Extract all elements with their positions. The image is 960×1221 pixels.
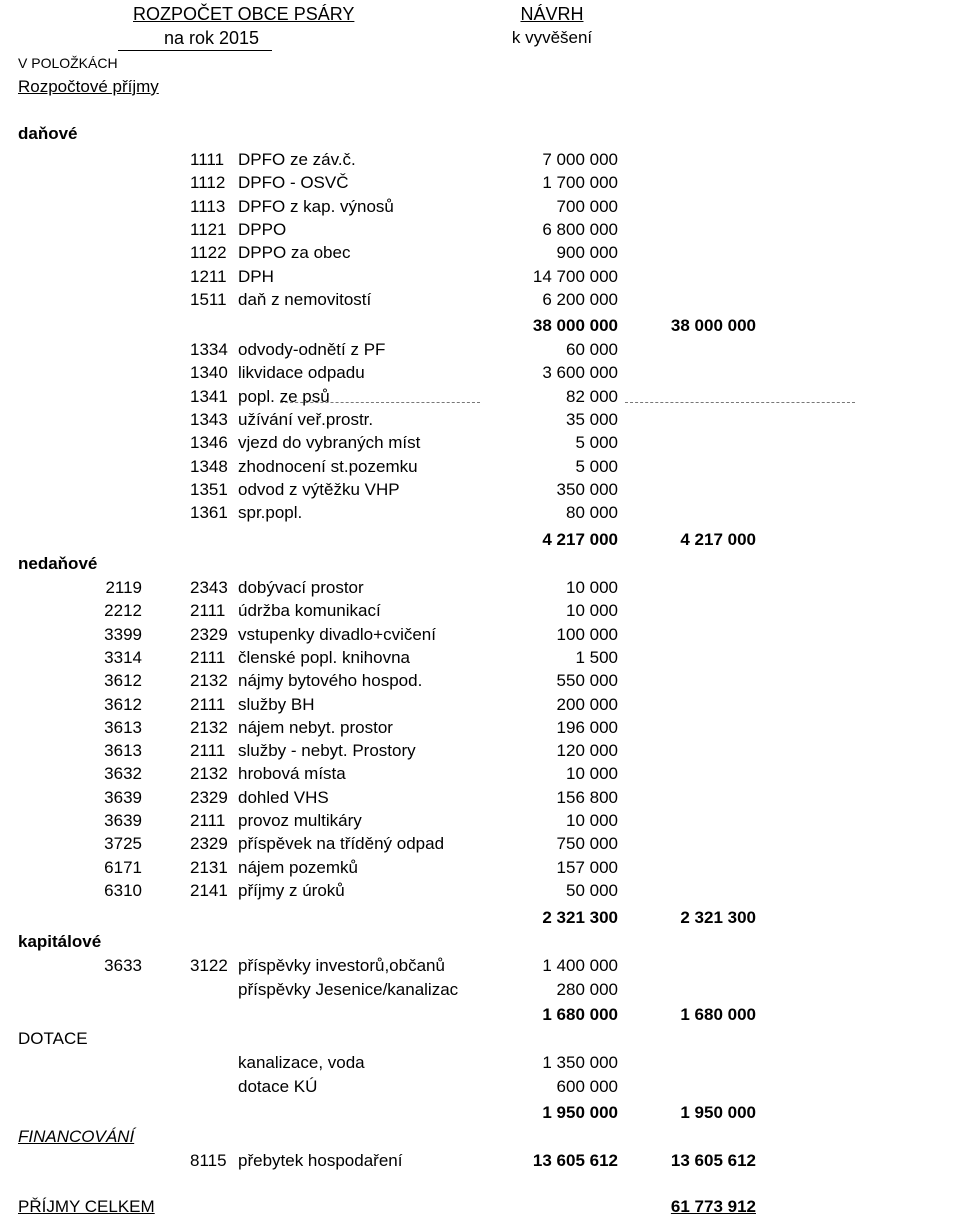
item-name: příspěvky investorů,občanů: [238, 956, 445, 975]
paragraph-code: 6310: [104, 880, 142, 900]
grand-total-label: PŘÍJMY CELKEM: [18, 1197, 155, 1216]
item-code: 1122: [190, 243, 227, 263]
by-items-label: V POLOŽKÁCH: [18, 55, 118, 71]
scan-dashed-line-right: [625, 402, 855, 403]
grant-subtotal-total: 1 950 000: [680, 1103, 756, 1122]
posting-label: k vyvěšení: [511, 28, 593, 47]
item-code: 2111: [190, 601, 226, 621]
paragraph-code: 3612: [104, 694, 142, 714]
paragraph-code: 3639: [104, 787, 142, 807]
capital-subtotal-amount: 1 680 000: [542, 1005, 618, 1024]
item-amount: 14 700 000: [532, 266, 618, 286]
item-name: provoz multikáry: [238, 811, 362, 830]
item-code: 1361: [190, 503, 228, 523]
paragraph-code: 3632: [104, 764, 142, 784]
item-code: 1340: [190, 363, 228, 383]
item-name: hrobová místa: [238, 764, 346, 784]
grand-total-amount: 61 773 912: [670, 1197, 756, 1216]
section-tax: daňové: [18, 124, 78, 143]
item-amount: 7 000 000: [542, 150, 618, 169]
tax-subtotal-amount: 38 000 000: [532, 316, 618, 335]
paragraph-code: 3725: [104, 834, 142, 854]
item-name: popl. ze psů: [238, 386, 330, 406]
item-code: 2329: [190, 624, 228, 644]
item-amount: 10 000: [566, 764, 618, 784]
item-code: 1334: [190, 340, 228, 359]
item-code: 2343: [190, 578, 228, 597]
item-amount: 5 000: [575, 433, 618, 453]
item-name: DPFO z kap. výnosů: [238, 196, 394, 216]
paragraph-code: 3612: [104, 671, 142, 691]
item-name: dotace KÚ: [238, 1077, 318, 1096]
financing-item-code: 8115: [190, 1151, 227, 1170]
item-amount: 120 000: [556, 741, 618, 761]
document-title: ROZPOČET OBCE PSÁRY: [133, 4, 355, 24]
item-code: 1113: [190, 196, 226, 216]
item-code: 1211: [190, 266, 227, 286]
item-amount: 100 000: [556, 624, 618, 644]
item-amount: 600 000: [556, 1077, 618, 1096]
item-code: 2141: [190, 880, 228, 900]
nontax-subtotal-total: 2 321 300: [680, 908, 756, 927]
item-amount: 280 000: [556, 980, 618, 999]
item-code: 1341: [190, 386, 228, 406]
item-name: nájem pozemků: [238, 857, 359, 877]
item-code: 3122: [190, 956, 228, 975]
draft-label: NÁVRH: [520, 4, 584, 24]
item-amount: 1 700 000: [542, 173, 618, 193]
item-amount: 6 200 000: [542, 289, 618, 309]
item-amount: 550 000: [556, 671, 618, 691]
section-grants: DOTACE: [18, 1029, 88, 1048]
item-code: 1121: [190, 219, 227, 239]
item-amount: 1 400 000: [542, 956, 618, 975]
item-amount: 157 000: [556, 857, 618, 877]
item-name: daň z nemovitostí: [238, 289, 372, 309]
paragraph-code: 3633: [104, 956, 142, 975]
item-amount: 82 000: [566, 386, 618, 406]
item-name: vstupenky divadlo+cvičení: [238, 624, 436, 644]
item-name: DPPO: [238, 219, 287, 239]
item-code: 2132: [190, 717, 228, 737]
item-code: 1351: [190, 479, 228, 499]
item-amount: 35 000: [566, 409, 618, 429]
paragraph-code: 3399: [104, 624, 142, 644]
item-name: příspěvky Jesenice/kanalizac: [238, 980, 459, 999]
budget-year: na rok 2015: [164, 28, 260, 48]
capital-subtotal-total: 1 680 000: [680, 1005, 756, 1024]
item-amount: 900 000: [556, 243, 618, 263]
item-name: nájmy bytového hospod.: [238, 671, 423, 691]
item-name: služby BH: [238, 694, 315, 714]
paragraph-code: 3613: [104, 741, 142, 761]
item-amount: 10 000: [566, 578, 618, 597]
item-amount: 750 000: [556, 834, 618, 854]
item-amount: 350 000: [556, 479, 618, 499]
financing-total: 13 605 612: [670, 1151, 756, 1170]
budget-income-heading: Rozpočtové příjmy: [18, 77, 159, 96]
tax-subtotal-total: 38 000 000: [670, 316, 756, 335]
financing-item-name: přebytek hospodaření: [238, 1151, 403, 1170]
item-amount: 10 000: [566, 811, 618, 830]
item-code: 2329: [190, 787, 228, 807]
item-code: 1111: [190, 150, 225, 169]
section-financing: FINANCOVÁNÍ: [18, 1127, 135, 1146]
title-underline: [118, 50, 272, 51]
item-code: 1112: [190, 173, 226, 193]
fee-subtotal-total: 4 217 000: [680, 530, 756, 549]
item-amount: 3 600 000: [542, 363, 618, 383]
section-nontax: nedaňové: [18, 554, 98, 573]
paragraph-code: 2119: [105, 578, 142, 597]
item-amount: 6 800 000: [542, 219, 618, 239]
item-code: 2111: [190, 741, 226, 761]
item-name: odvod z výtěžku VHP: [238, 479, 400, 499]
grant-subtotal-amount: 1 950 000: [542, 1103, 618, 1122]
item-amount: 200 000: [556, 694, 618, 714]
item-name: nájem nebyt. prostor: [238, 717, 393, 737]
paragraph-code: 3314: [104, 647, 142, 667]
item-name: DPFO ze záv.č.: [238, 150, 356, 169]
item-name: spr.popl.: [238, 503, 303, 523]
section-capital: kapitálové: [18, 932, 102, 951]
item-amount: 196 000: [556, 717, 618, 737]
item-code: 2111: [190, 694, 226, 714]
item-code: 2131: [190, 857, 228, 877]
item-name: zhodnocení st.pozemku: [238, 456, 418, 476]
item-amount: 1 500: [575, 647, 618, 667]
item-code: 2329: [190, 834, 228, 854]
item-amount: 156 800: [556, 787, 618, 807]
item-name: příspěvek na tříděný odpad: [238, 834, 445, 854]
item-name: členské popl. knihovna: [238, 647, 411, 667]
item-amount: 5 000: [575, 456, 618, 476]
fee-subtotal-amount: 4 217 000: [542, 530, 618, 549]
item-name: užívání veř.prostr.: [238, 409, 374, 429]
scan-dashed-line: [280, 402, 480, 403]
paragraph-code: 3613: [104, 717, 142, 737]
item-name: dobývací prostor: [238, 578, 364, 597]
item-code: 1343: [190, 409, 228, 429]
item-name: příjmy z úroků: [238, 880, 345, 900]
item-amount: 60 000: [566, 340, 618, 359]
item-name: údržba komunikací: [238, 601, 381, 621]
item-code: 2132: [190, 671, 228, 691]
item-amount: 80 000: [566, 503, 618, 523]
item-name: dohled VHS: [238, 787, 329, 807]
item-amount: 1 350 000: [542, 1053, 618, 1072]
financing-amount: 13 605 612: [532, 1151, 618, 1170]
item-amount: 10 000: [566, 601, 618, 621]
item-code: 2132: [190, 764, 228, 784]
item-amount: 50 000: [566, 880, 618, 900]
item-name: kanalizace, voda: [238, 1053, 365, 1072]
item-name: DPFO - OSVČ: [238, 173, 349, 193]
item-code: 1511: [190, 289, 227, 309]
item-amount: 700 000: [556, 196, 618, 216]
item-name: DPH: [238, 266, 274, 286]
item-name: služby - nebyt. Prostory: [238, 741, 416, 761]
item-code: 2111: [190, 647, 226, 667]
item-code: 2111: [190, 811, 226, 830]
paragraph-code: 6171: [104, 857, 142, 877]
item-code: 1346: [190, 433, 228, 453]
item-name: vjezd do vybraných míst: [238, 433, 421, 453]
item-code: 1348: [190, 456, 228, 476]
nontax-subtotal-amount: 2 321 300: [542, 908, 618, 927]
paragraph-code: 3639: [104, 811, 142, 830]
item-name: odvody-odnětí z PF: [238, 340, 386, 359]
paragraph-code: 2212: [104, 601, 142, 621]
item-name: likvidace odpadu: [238, 363, 365, 383]
item-name: DPPO za obec: [238, 243, 351, 263]
